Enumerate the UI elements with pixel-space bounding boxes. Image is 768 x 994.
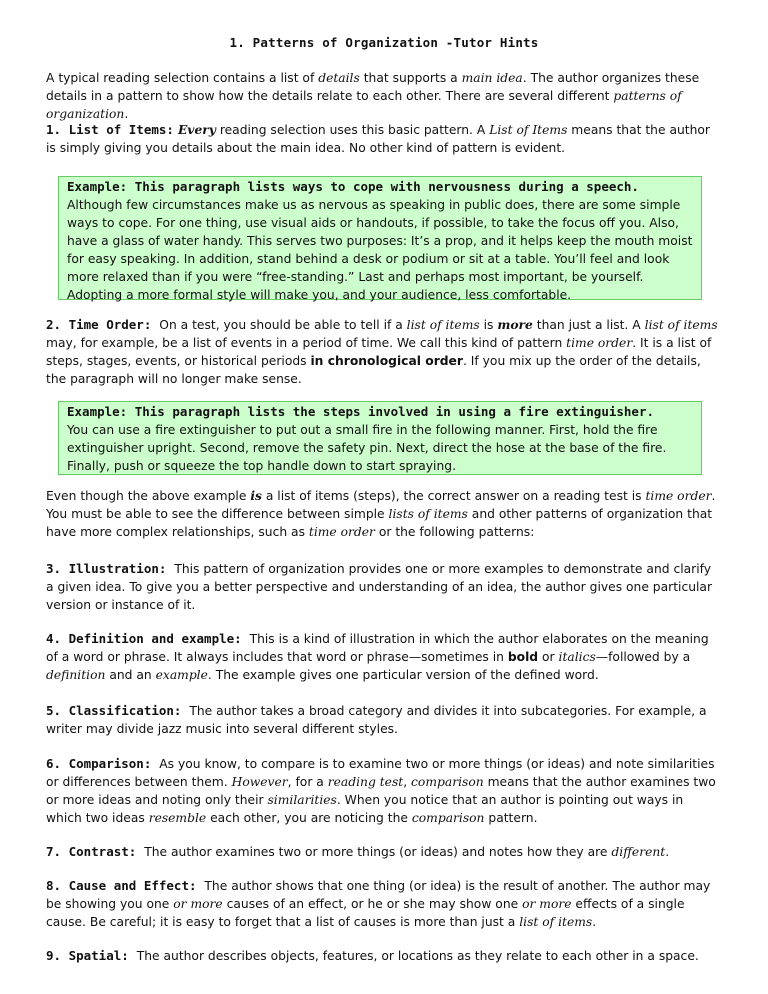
- page-title: 1. Patterns of Organization -Tutor Hints: [229, 35, 539, 50]
- text: As you know, to compare is to examine two or more things (or ideas) and note similarities or differences between them.: [46, 757, 715, 789]
- text: The author describes objects, features, or locations as they relate to each other in a space.: [132, 949, 699, 963]
- emphasis: resemble: [148, 811, 207, 825]
- text: This pattern of organization provides one or more examples to demonstrate and clarify a given idea. To give you a better perspective and understanding of an idea, the author gives one particular version or instance of it.: [46, 562, 713, 612]
- emphasis: reading test: [327, 775, 404, 789]
- section-heading: 8. Cause and Effect:: [46, 878, 197, 893]
- text: ,: [403, 775, 412, 789]
- emphasis: is: [250, 488, 262, 503]
- text: causes of an effect, or he or she may show one: [222, 897, 523, 911]
- note-paragraph: [46, 487, 722, 541]
- example-body: Although few circumstances make us as nervous as speaking in public does, there are some simple ways to cope. For one thing, use visual aids or handouts, if possible, to take the focus off you. Also, have a glass of water handy. This serves two purposes: It’s a prop, and it helps keep the mouth moist for easy speaking. In addition, stand behind a desk or podium or sit at a table. You’ll feel and look more relaxed than if you were “free-standing.” Last and perhaps most important, be yourself. Adopting a more formal style will make you, and your audience, less comfortable.: [67, 198, 693, 302]
- text: The author shows that one thing (or idea) is the result of another. The author may be showing you one: [46, 879, 711, 911]
- text: A typical reading selection contains a list of: [46, 71, 319, 85]
- emphasis: main idea: [461, 71, 523, 85]
- emphasis: or more: [522, 897, 572, 911]
- text: may, for example, be a list of events in a period of time. We call this kind of pattern: [46, 336, 567, 350]
- example-body: You can use a fire extinguisher to put out a small fire in the following manner. First, hold the fire extinguisher upright. Second, remove the safety pin. Next, direct the hose at the base of the fire. Finally, push or squeeze the top handle down to start spraying.: [67, 423, 667, 473]
- text: reading selection uses this basic pattern. A: [215, 123, 490, 137]
- text: pattern.: [484, 811, 538, 825]
- emphasis: comparison: [411, 775, 484, 789]
- emphasis: time order: [566, 336, 633, 350]
- emphasis: time order: [308, 525, 375, 539]
- bold-text: in chronological order: [310, 354, 463, 368]
- section-heading: 7. Contrast:: [46, 844, 137, 859]
- text: . It is a list of steps, stages, events, or historical periods: [46, 336, 712, 368]
- section-illustration: [46, 560, 722, 614]
- text: or the following patterns:: [374, 525, 535, 539]
- text: , for a: [287, 775, 328, 789]
- example-label: Example: This paragraph lists the steps involved in using a fire extinguisher.: [67, 404, 654, 419]
- text: . When you notice that an author is pointing out ways in which two ideas: [46, 793, 684, 825]
- emphasis: list of items: [519, 915, 593, 929]
- text: and an: [105, 668, 156, 682]
- text: effects of a single cause. Be careful; it is easy to forget that a list of causes is more than just a: [46, 897, 685, 929]
- section-heading: 6. Comparison:: [46, 756, 152, 771]
- emphasis: different: [611, 845, 666, 859]
- section-list-of-items: [46, 121, 722, 157]
- emphasis: However: [231, 775, 288, 789]
- text: and other patterns of organization that have more complex relationships, such as: [46, 507, 713, 539]
- text: each other, you are noticing the: [206, 811, 412, 825]
- emphasis: similarities: [267, 793, 337, 807]
- intro-paragraph: [46, 69, 722, 123]
- section-classification: [46, 702, 722, 738]
- emphasis: Every: [177, 122, 216, 137]
- emphasis: more: [497, 317, 533, 332]
- section-heading: 5. Classification:: [46, 703, 182, 718]
- emphasis: italics: [558, 650, 596, 664]
- section-cause-effect: [46, 877, 722, 931]
- emphasis: list of items: [406, 318, 480, 332]
- text: The author examines two or more things (or ideas) and notes how they are: [140, 845, 612, 859]
- section-heading: 9. Spatial:: [46, 948, 129, 963]
- section-contrast: [46, 843, 722, 861]
- text: . The author organizes these details in a pattern to show how the details relate to each other. There are several different: [46, 71, 700, 103]
- text: is: [479, 318, 498, 332]
- text: means that the author is simply giving you details about the main idea. No other kind of pattern is evident.: [46, 123, 710, 155]
- section-comparison: [46, 755, 722, 827]
- text: means that the author examines two or more ideas and noting only their: [46, 775, 716, 807]
- emphasis: comparison: [411, 811, 485, 825]
- example-label: Example: This paragraph lists ways to cope with nervousness during a speech.: [67, 179, 639, 194]
- example-box-speech: [58, 176, 702, 300]
- text: .: [592, 915, 597, 929]
- emphasis: lists of items: [388, 507, 468, 521]
- emphasis: details: [318, 71, 360, 85]
- text: than just a list. A: [532, 318, 645, 332]
- emphasis: definition: [46, 668, 106, 682]
- section-heading: 1. List of Items:: [46, 122, 174, 137]
- emphasis: list of items: [644, 318, 718, 332]
- emphasis: patterns of organization: [46, 89, 682, 121]
- text: Even though the above example: [46, 489, 251, 503]
- text: . If you mix up the order of the details, the paragraph will no longer make sense.: [46, 354, 701, 386]
- section-time-order: [46, 316, 722, 388]
- text: The author takes a broad category and divides it into subcategories. For example, a writer may divide jazz music into several different styles.: [46, 704, 707, 736]
- section-definition: [46, 630, 722, 684]
- section-heading: 2. Time Order:: [46, 317, 152, 332]
- section-spatial: [46, 947, 722, 965]
- section-heading: 4. Definition and example:: [46, 631, 242, 646]
- text: a list of items (steps), the correct answer on a reading test is: [261, 489, 646, 503]
- text: . The example gives one particular version of the defined word.: [207, 668, 599, 682]
- section-heading: 3. Illustration:: [46, 561, 167, 576]
- example-box-extinguisher: [58, 401, 702, 475]
- emphasis: time order: [645, 489, 712, 503]
- text: or: [538, 650, 559, 664]
- text: This is a kind of illustration in which the author elaborates on the meaning of a word or phrase. It always includes that word or phrase—sometimes in: [46, 632, 709, 664]
- emphasis: List of Items: [489, 123, 568, 137]
- text: On a test, you should be able to tell if a: [155, 318, 407, 332]
- emphasis: example: [155, 668, 208, 682]
- text: —followed by a: [595, 650, 691, 664]
- text: .: [665, 845, 670, 859]
- text: that supports a: [359, 71, 462, 85]
- emphasis: or more: [173, 897, 223, 911]
- text: . You must be able to see the difference between simple: [46, 489, 716, 521]
- bold-text: bold: [507, 650, 539, 664]
- text: .: [124, 107, 129, 121]
